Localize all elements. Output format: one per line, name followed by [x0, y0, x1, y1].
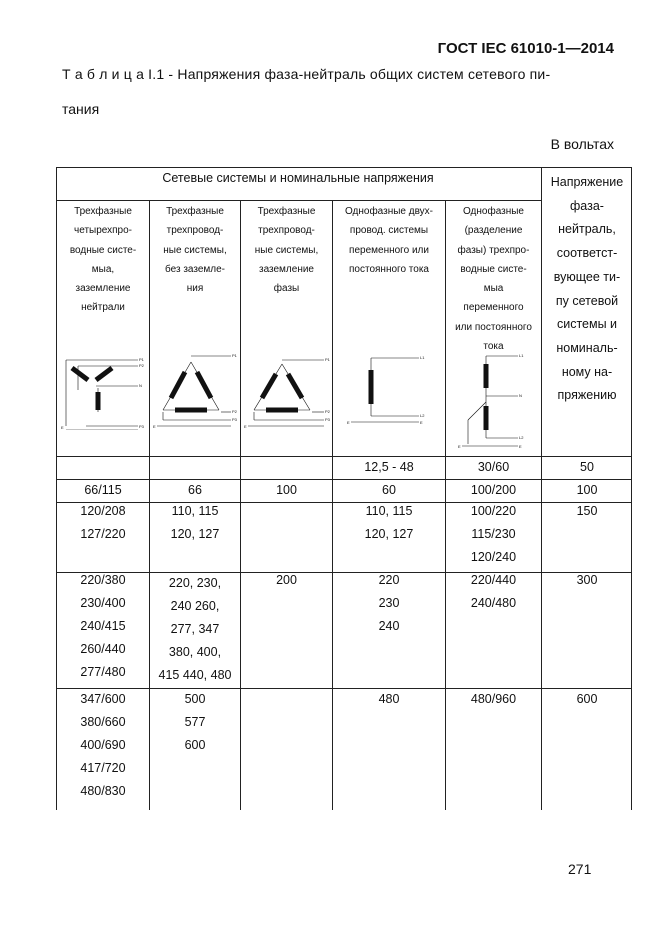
svg-text:L1: L1 [519, 353, 524, 358]
standard-designation: ГОСТ IEC 61010-1—2014 [437, 40, 614, 57]
delta-diagram-unearthed [151, 350, 239, 430]
svg-text:E: E [420, 420, 423, 425]
table-cell: 480 [378, 692, 400, 706]
header-phase-neutral: Напряжение фаза- нейтраль, соответст- вующее ти- пу сетевой системы и номиналь- ному на- пряжению [550, 175, 624, 403]
table-cell: 220/380 230/400 240/415 260/440 277/480 [80, 573, 126, 679]
col-header-3ph-4w: Трехфазные четырехпро- водные систе- мыа, заземление нейтрали [69, 206, 137, 314]
svg-text:N: N [139, 383, 142, 388]
svg-text:N: N [519, 393, 522, 398]
table-cell: 12,5 - 48 [364, 460, 414, 474]
table-cell: 50 [580, 460, 594, 474]
svg-text:E: E [153, 424, 156, 429]
svg-text:P1: P1 [232, 353, 237, 358]
table-cell: 150 [576, 504, 598, 518]
table-cell: 480/960 [470, 692, 517, 706]
svg-text:L1: L1 [420, 355, 425, 360]
table-cell: 300 [576, 573, 598, 587]
voltage-table [56, 167, 632, 810]
table-cell: 66/115 [84, 483, 122, 497]
svg-text:E: E [61, 425, 64, 430]
header-main: Сетевые системы и номинальные напряжения [162, 171, 434, 185]
delta-diagram-earthed [242, 350, 331, 430]
table-cell: 600 [576, 692, 598, 706]
svg-text:P2: P2 [139, 363, 144, 368]
table-cell: 110, 115 120, 127 [364, 504, 414, 541]
svg-text:P1: P1 [139, 357, 144, 362]
col-header-1ph-3w: Однофазные (разделение фазы) трехпро- водные систе- мыа переменного или постоянного тока [455, 206, 532, 353]
svg-text:E: E [347, 420, 350, 425]
svg-text:P3: P3 [325, 417, 330, 422]
table-caption-continued: тания [62, 101, 100, 117]
table-cell: 100/220 115/230 120/240 [470, 504, 517, 564]
table-cell: 60 [382, 483, 396, 497]
svg-text:P3: P3 [139, 424, 144, 429]
table-cell: 220, 230, 240 260, 277, 347 380, 400, 415 440, 480 [158, 576, 232, 682]
split-phase-diagram [448, 350, 540, 454]
table-caption: Т а б л и ц а I.1 - Напряжения фаза-нейтраль общих систем сетевого пи- [62, 66, 551, 82]
table-cell: 100 [276, 483, 297, 497]
table-cell: 220/440 240/480 [470, 573, 517, 610]
svg-text:P2: P2 [325, 409, 330, 414]
svg-text:P2: P2 [232, 409, 237, 414]
table-cell: 347/600 380/660 400/690 417/720 480/830 [80, 692, 126, 798]
svg-text:L2: L2 [420, 413, 425, 418]
table-cell: 220 230 240 [378, 573, 400, 633]
table-cell: 120/208 127/220 [80, 504, 126, 541]
units-note: В вольтах [550, 136, 614, 152]
svg-text:E: E [519, 444, 522, 449]
single-phase-diagram [341, 350, 441, 430]
table-cell: 200 [276, 573, 297, 587]
table-cell: 100/200 [470, 483, 517, 497]
col-header-1ph-2w: Однофазные двух- провод. системы переменного или постоянного тока [344, 206, 434, 275]
col-header-3ph-3w-earthed: Трехфазные трехпровод- ные системы, заземление фазы [254, 206, 319, 295]
svg-text:P3: P3 [232, 417, 237, 422]
table-cell: 500 577 600 [184, 692, 206, 752]
table-cell: 100 [576, 483, 598, 497]
svg-text:E: E [458, 444, 461, 449]
star-diagram [58, 350, 148, 430]
page-number: 271 [568, 861, 592, 877]
table-cell: 30/60 [477, 460, 510, 474]
svg-text:E: E [244, 424, 247, 429]
col-header-3ph-3w-unearthed: Трехфазные трехпровод- ные системы, без заземле- ния [163, 206, 227, 295]
table-cell: 66 [188, 483, 202, 497]
svg-text:P1: P1 [325, 357, 330, 362]
table-cell: 110, 115 120, 127 [170, 504, 220, 541]
svg-text:L2: L2 [519, 435, 524, 440]
